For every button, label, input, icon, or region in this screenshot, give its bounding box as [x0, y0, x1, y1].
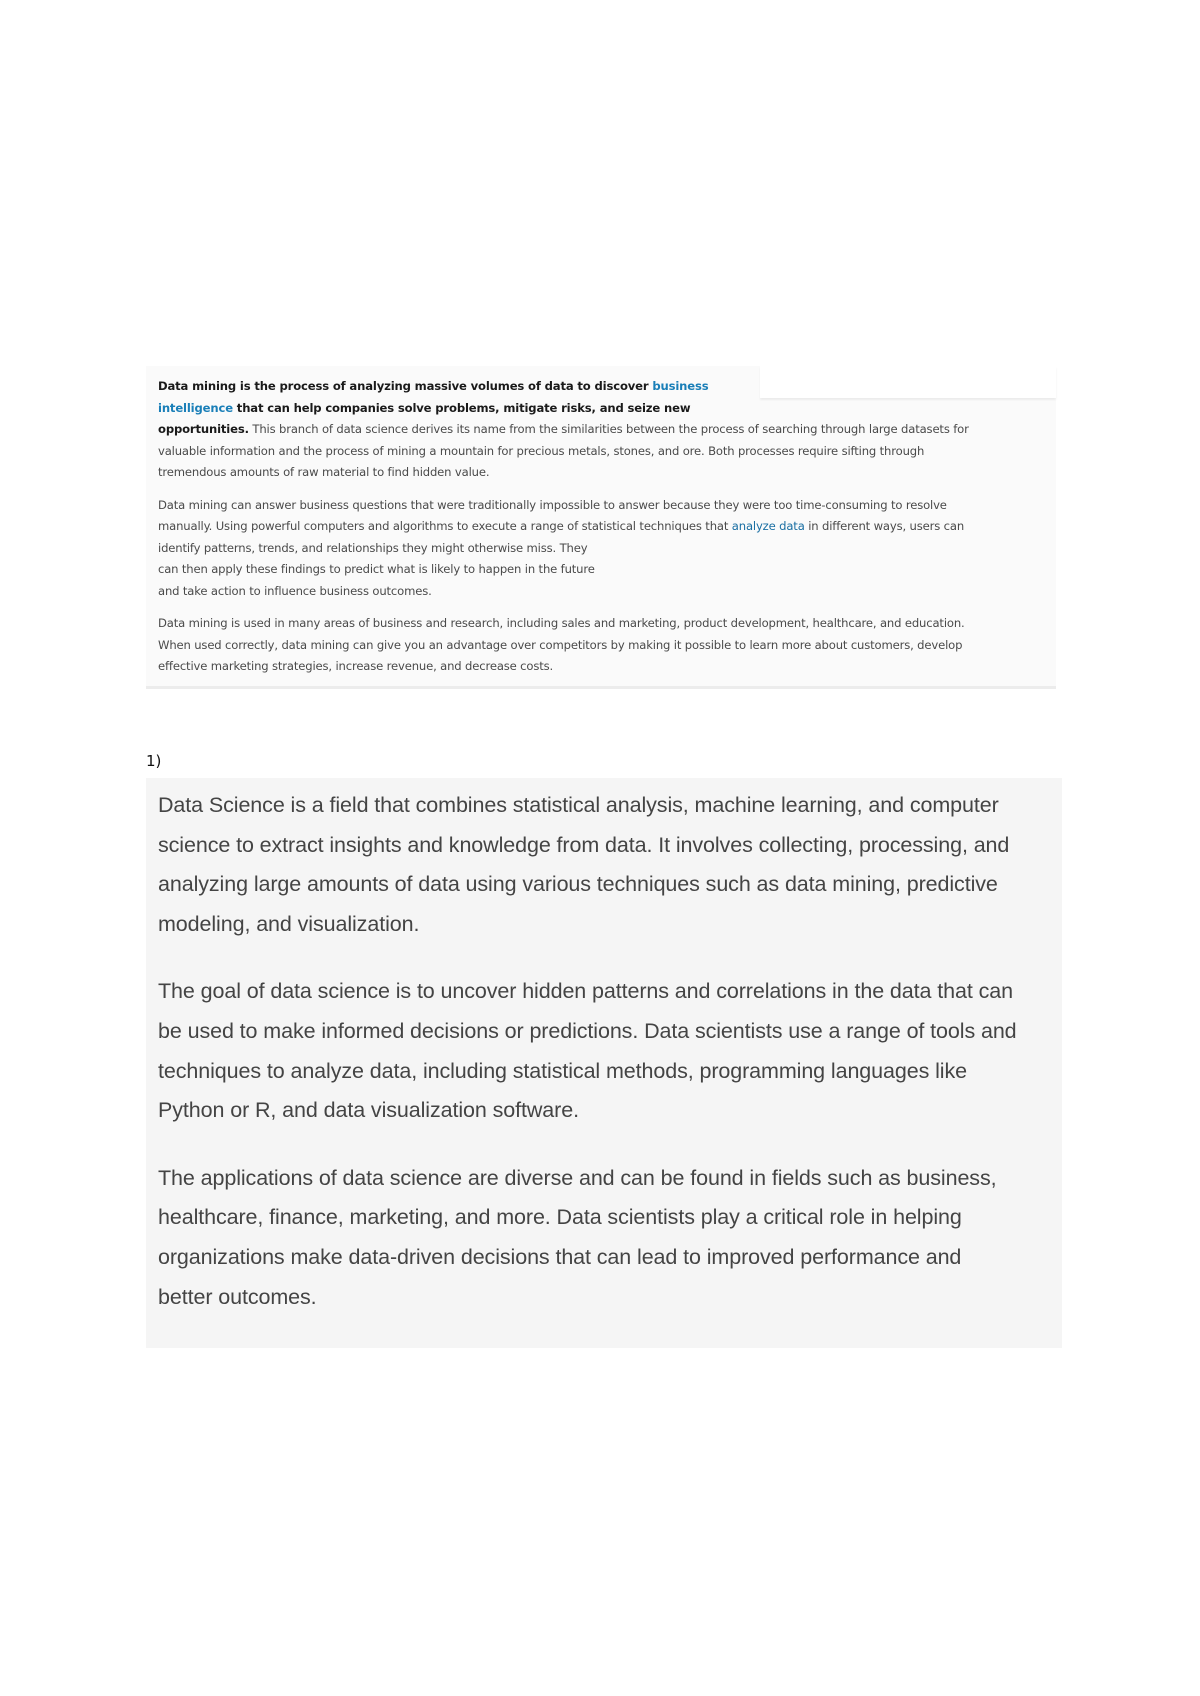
data-mining-excerpt [146, 366, 1056, 689]
lead-text-end: that can help companies solve problems, mitigate risks, and seize new [232, 400, 691, 415]
answer-p2-line2: be used to make informed decisions or predictions. Data scientists use a range of tools and [158, 1018, 1017, 1043]
answer-p2-line3: techniques to analyze data, including statistical methods, programming languages like [158, 1058, 967, 1083]
excerpt-p3-line2: When used correctly, data mining can give you an advantage over competitors by making it possible to learn more about customers, develop [158, 637, 963, 652]
answer-p3-line2: healthcare, finance, marketing, and more. Data scientists play a critical role in helping [158, 1205, 962, 1230]
excerpt-p2-line2-end: in different ways, users can [804, 519, 965, 533]
answer-p3-line3: organizations make data-driven decisions that can lead to improved performance and [158, 1244, 962, 1269]
list-marker: 1) [146, 752, 162, 770]
answer-p3-line1: The applications of data science are diverse and can be found in fields such as business, [158, 1165, 997, 1190]
answer-p2-line4: Python or R, and data visualization software. [158, 1098, 579, 1123]
answer-p1-line3: analyzing large amounts of data using various techniques such as data mining, predictive [158, 872, 998, 897]
excerpt-p1-line2: valuable information and the process of mining a mountain for precious metals, stones, and ore. Both processes require sifting through [158, 443, 925, 458]
answer-p2-line1: The goal of data science is to uncover hidden patterns and correlations in the data that can [158, 979, 1013, 1004]
answer-body [158, 786, 1062, 1345]
intelligence-link[interactable]: intelligence [158, 400, 233, 415]
excerpt-p2-line4: can then apply these findings to predict what is likely to happen in the future [158, 562, 595, 576]
lead-text-start: Data mining is the process of analyzing massive volumes of data to discover [158, 379, 653, 393]
answer-paragraph-2 [158, 972, 1062, 1130]
answer-p1-line4: modeling, and visualization. [158, 911, 420, 936]
answer-paragraph-3 [158, 1159, 1062, 1317]
excerpt-p2-line5: and take action to influence business outcomes. [158, 583, 432, 598]
answer-p3-line4: better outcomes. [158, 1284, 317, 1309]
excerpt-p2-line3: identify patterns, trends, and relationships they might otherwise miss. They [158, 540, 588, 555]
analyze-data-link[interactable]: analyze data [731, 519, 805, 533]
lead-text-last: opportunities. [158, 422, 249, 436]
answer-p1-line2: science to extract insights and knowledge from data. It involves collecting, processing, and [158, 832, 1010, 857]
excerpt-p1-line1: This branch of data science derives its name from the similarities between the process of searching through large datasets for [248, 422, 969, 436]
excerpt-body [158, 376, 1058, 689]
excerpt-paragraph-1 [158, 376, 1058, 484]
answer-paragraph-1 [158, 786, 1062, 944]
data-science-answer [146, 778, 1062, 1348]
excerpt-p3-line1: Data mining is used in many areas of business and research, including sales and marketing, product development, healthcare, and education. [158, 616, 965, 630]
excerpt-p3-line3: effective marketing strategies, increase revenue, and decrease costs. [158, 659, 554, 673]
excerpt-p2-line2-start: manually. Using powerful computers and algorithms to execute a range of statistical techniques that [158, 519, 732, 533]
business-link[interactable]: business [652, 379, 709, 393]
excerpt-p2-line1: Data mining can answer business questions that were traditionally impossible to answer because they were too time-consuming to resolve [158, 497, 947, 512]
excerpt-paragraph-2 [158, 495, 1058, 603]
excerpt-paragraph-3 [158, 613, 1058, 678]
answer-p1-line1: Data Science is a field that combines statistical analysis, machine learning, and computer [158, 793, 999, 817]
excerpt-p1-line3: tremendous amounts of raw material to find hidden value. [158, 465, 490, 479]
